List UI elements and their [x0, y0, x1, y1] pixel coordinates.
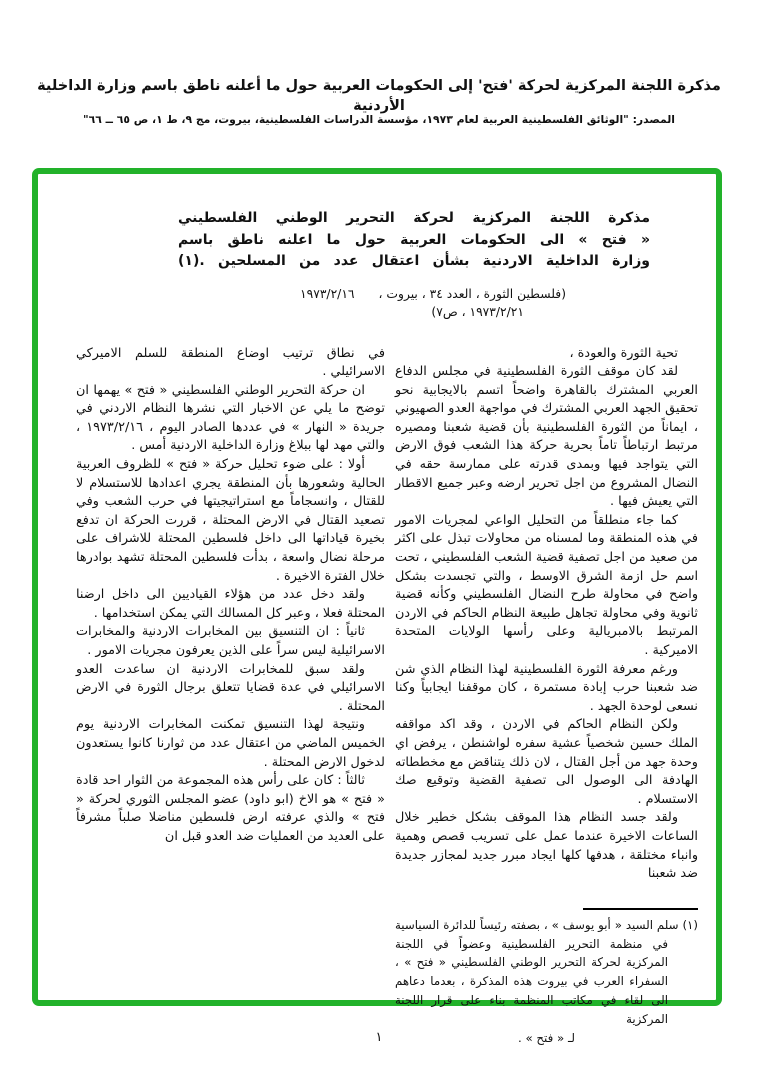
column-right [395, 345, 698, 1048]
journal-citation-line1: (فلسطين الثورة ، العدد ٣٤ ، بيروت ، [378, 286, 566, 301]
footnote-last-line: لـ « فتح » . [517, 1030, 576, 1045]
paragraph: تحية الثورة والعودة ، [569, 345, 678, 361]
memo-title [178, 208, 650, 273]
source-citation: المصدر: "الوثائق الفلسطينية العربية لعام ١٩٧٣، مؤسسة الدراسات الفلسطينية، بيروت، مج ٩، ط ١، ص ٦٥ ــ ٦٦" [83, 113, 675, 126]
paragraph: ولكن النظام الحاكم في الاردن ، وقد اكد مواقفه الملك حسين شخصياً عشية سفره لواشنطن ، يرفض اي وحدة جهد من أجل القتال ، لان ذلك يتناقض مع مخططاته الهادفة الى الوصول الى تصفية القضية وتوقيع صك الاستسلام . [394, 717, 698, 807]
paragraph: ولقد جسد النظام هذا الموقف بشكل خطير خلال الساعات الاخيرة عندما عمل على تسريب قصص وهمية وانباء مختلقة ، هدفها كلها ايجاد مبرر جديد لمجازر جديدة ضد شعبنا [394, 810, 698, 882]
paragraph: ثالثاً : كان على رأس هذه المجموعة من الثوار احد قادة « فتح » هو الاخ (ابو داود) عضو المجلس الثوري لحركة « فتح » والذي عرفته ارض فلسطين مناضلا صلباً مشرفاً على العديد من العمليات ضد العدو قبل ان [76, 773, 385, 844]
paragraph: ونتيجة لهذا التنسيق تمكنت المخابرات الاردنية يوم الخميس الماضي من اعتقال عدد من ثوارنا كانوا يستعدون لدخول الارض المحتلة . [76, 717, 385, 770]
paragraph: ورغم معرفة الثورة الفلسطينية لهذا النظام الذي شن ضد شعبنا حرب إبادة مستمرة ، كان موقفنا ايجابياً وكنا نسعى لوحدة الجهد . [394, 661, 698, 714]
paragraph: لقد كان موقف الثورة الفلسطينية في مجلس الدفاع العربي المشترك بالقاهرة واضحاً اتسم بالايجابية نحو تحقيق الجهد العربي المشترك في مواجهة العدو الصهيوني ، ايماناً من الثورة الفلسطينية بأن قضية شعبنا ومصيره مرتبط ارتباطاً تاماً بحرية حركة هذا الشعب فوق الارض التي يتواجد فيها وبمدى قدرته على ممارسة حقه في النضال المشروع من اجل تحرير ارضه وعبر جميع الاقطار التي يعيش فيها . [394, 364, 698, 510]
paragraph: في نطاق ترتيب اوضاع المنطقة للسلم الاميركي الاسرائيلي . [76, 345, 385, 380]
column-left [76, 345, 385, 1048]
body-columns [76, 345, 698, 1048]
paragraph: ان حركة التحرير الوطني الفلسطيني « فتح » يهمها ان توضح ما يلي عن الاخبار التي نشرها النظام الاردني في جريدة « النهار » في عددها الصادر اليوم ، ١٩٧٣/٢/١٦ ، والتي مهد لها ببلاغ وزارة الداخلية الاردنية أمس . [76, 382, 385, 454]
page-title: مذكرة اللجنة المركزية لحركة 'فتح' إلى الحكومات العربية حول ما أعلنه ناطق باسم وزارة الداخلية الأردنية [37, 78, 721, 114]
page-number: ١ [375, 1030, 383, 1045]
document-green-box [32, 168, 722, 1045]
memo-title-line: « فتح » الى الحكومات العربية حول ما اعلنه ناطق باسم [178, 231, 650, 248]
paragraph: ولقد دخل عدد من هؤلاء القياديين الى داخل ارضنا المحتلة فعلا ، وعبر كل المسالك التي يمكن استخدامها . [76, 587, 385, 621]
footnote: (١) سلم السيد « أبو يوسف » ، بصفته رئيساً للدائرة السياسية في منظمة التحرير الفلسطينية وعضواً في اللجنة المركزية لحركة التحرير الوطني الفلسطيني « فتح » ، السفراء العرب في بيروت هذه المذكرة ، بعدما دعاهم الى لقاء في مكاتب المنظمة بناء على قرار اللجنة المركزية [394, 917, 698, 1026]
paragraph: ولقد سبق للمخابرات الاردنية ان ساعدت العدو الاسرائيلي في عدة قضايا تتعلق برجال الثورة في الارض المحتلة . [76, 661, 385, 714]
memo-date: ١٩٧٣/٢/١٦ [300, 286, 355, 301]
paragraph: كما جاء منطلقاً من التحليل الواعي لمجريات الامور في هذه المنطقة وما لمسناه من محاولات تبذل على اكثر من صعيد من اجل تصفية قضية الشعب الفلسطيني ، تحت اسم حل ازمة الشرق الاوسط ، والتي تجسدت بشكل واضح في محاولة طرح النضال الفلسطيني وكأنه قضية ثانوية وفي محاولة تجاهل طبيعة النظام الحاكم في الاردن المرتبط بالامبريالية وعلى رأسها الولايات المتحدة الاميركية . [394, 512, 698, 658]
paragraph: ثانياً : ان التنسيق بين المخابرات الاردنية والمخابرات الاسرائيلية ليس سراً على الذين يعرفون مجريات الامور . [76, 624, 385, 658]
journal-citation [379, 285, 566, 321]
footnote-separator [583, 908, 698, 910]
journal-citation-line2: ١٩٧٣/٢/٢١ ، ص٧) [431, 304, 524, 319]
memo-title-line: وزارة الداخلية الاردنية بشأن اعتقال عدد من المسلحين .(١) [178, 253, 650, 269]
paragraph: أولا : على ضوء تحليل حركة « فتح » للظروف العربية الحالية وشعورها بأن المنطقة يجري اعدادها للاستسلام لا للقتال ، وانسجاماً مع استراتيجيتها في حرب الشعب وفي تصعيد القتال في الارض المحتلة ، قررت الحركة ان تدفع بخيرة قياداتها الى داخل فلسطين المحتلة للاشراف على مرحلة نضال واسعة ، بدأت فلسطين المحتلة تشهد بوادرها خلال الفترة الاخيرة . [76, 457, 385, 584]
memo-title-line: مذكرة اللجنة المركزية لحركة التحرير الوطني الفلسطيني [178, 210, 650, 226]
memo-citation-row [300, 285, 566, 321]
